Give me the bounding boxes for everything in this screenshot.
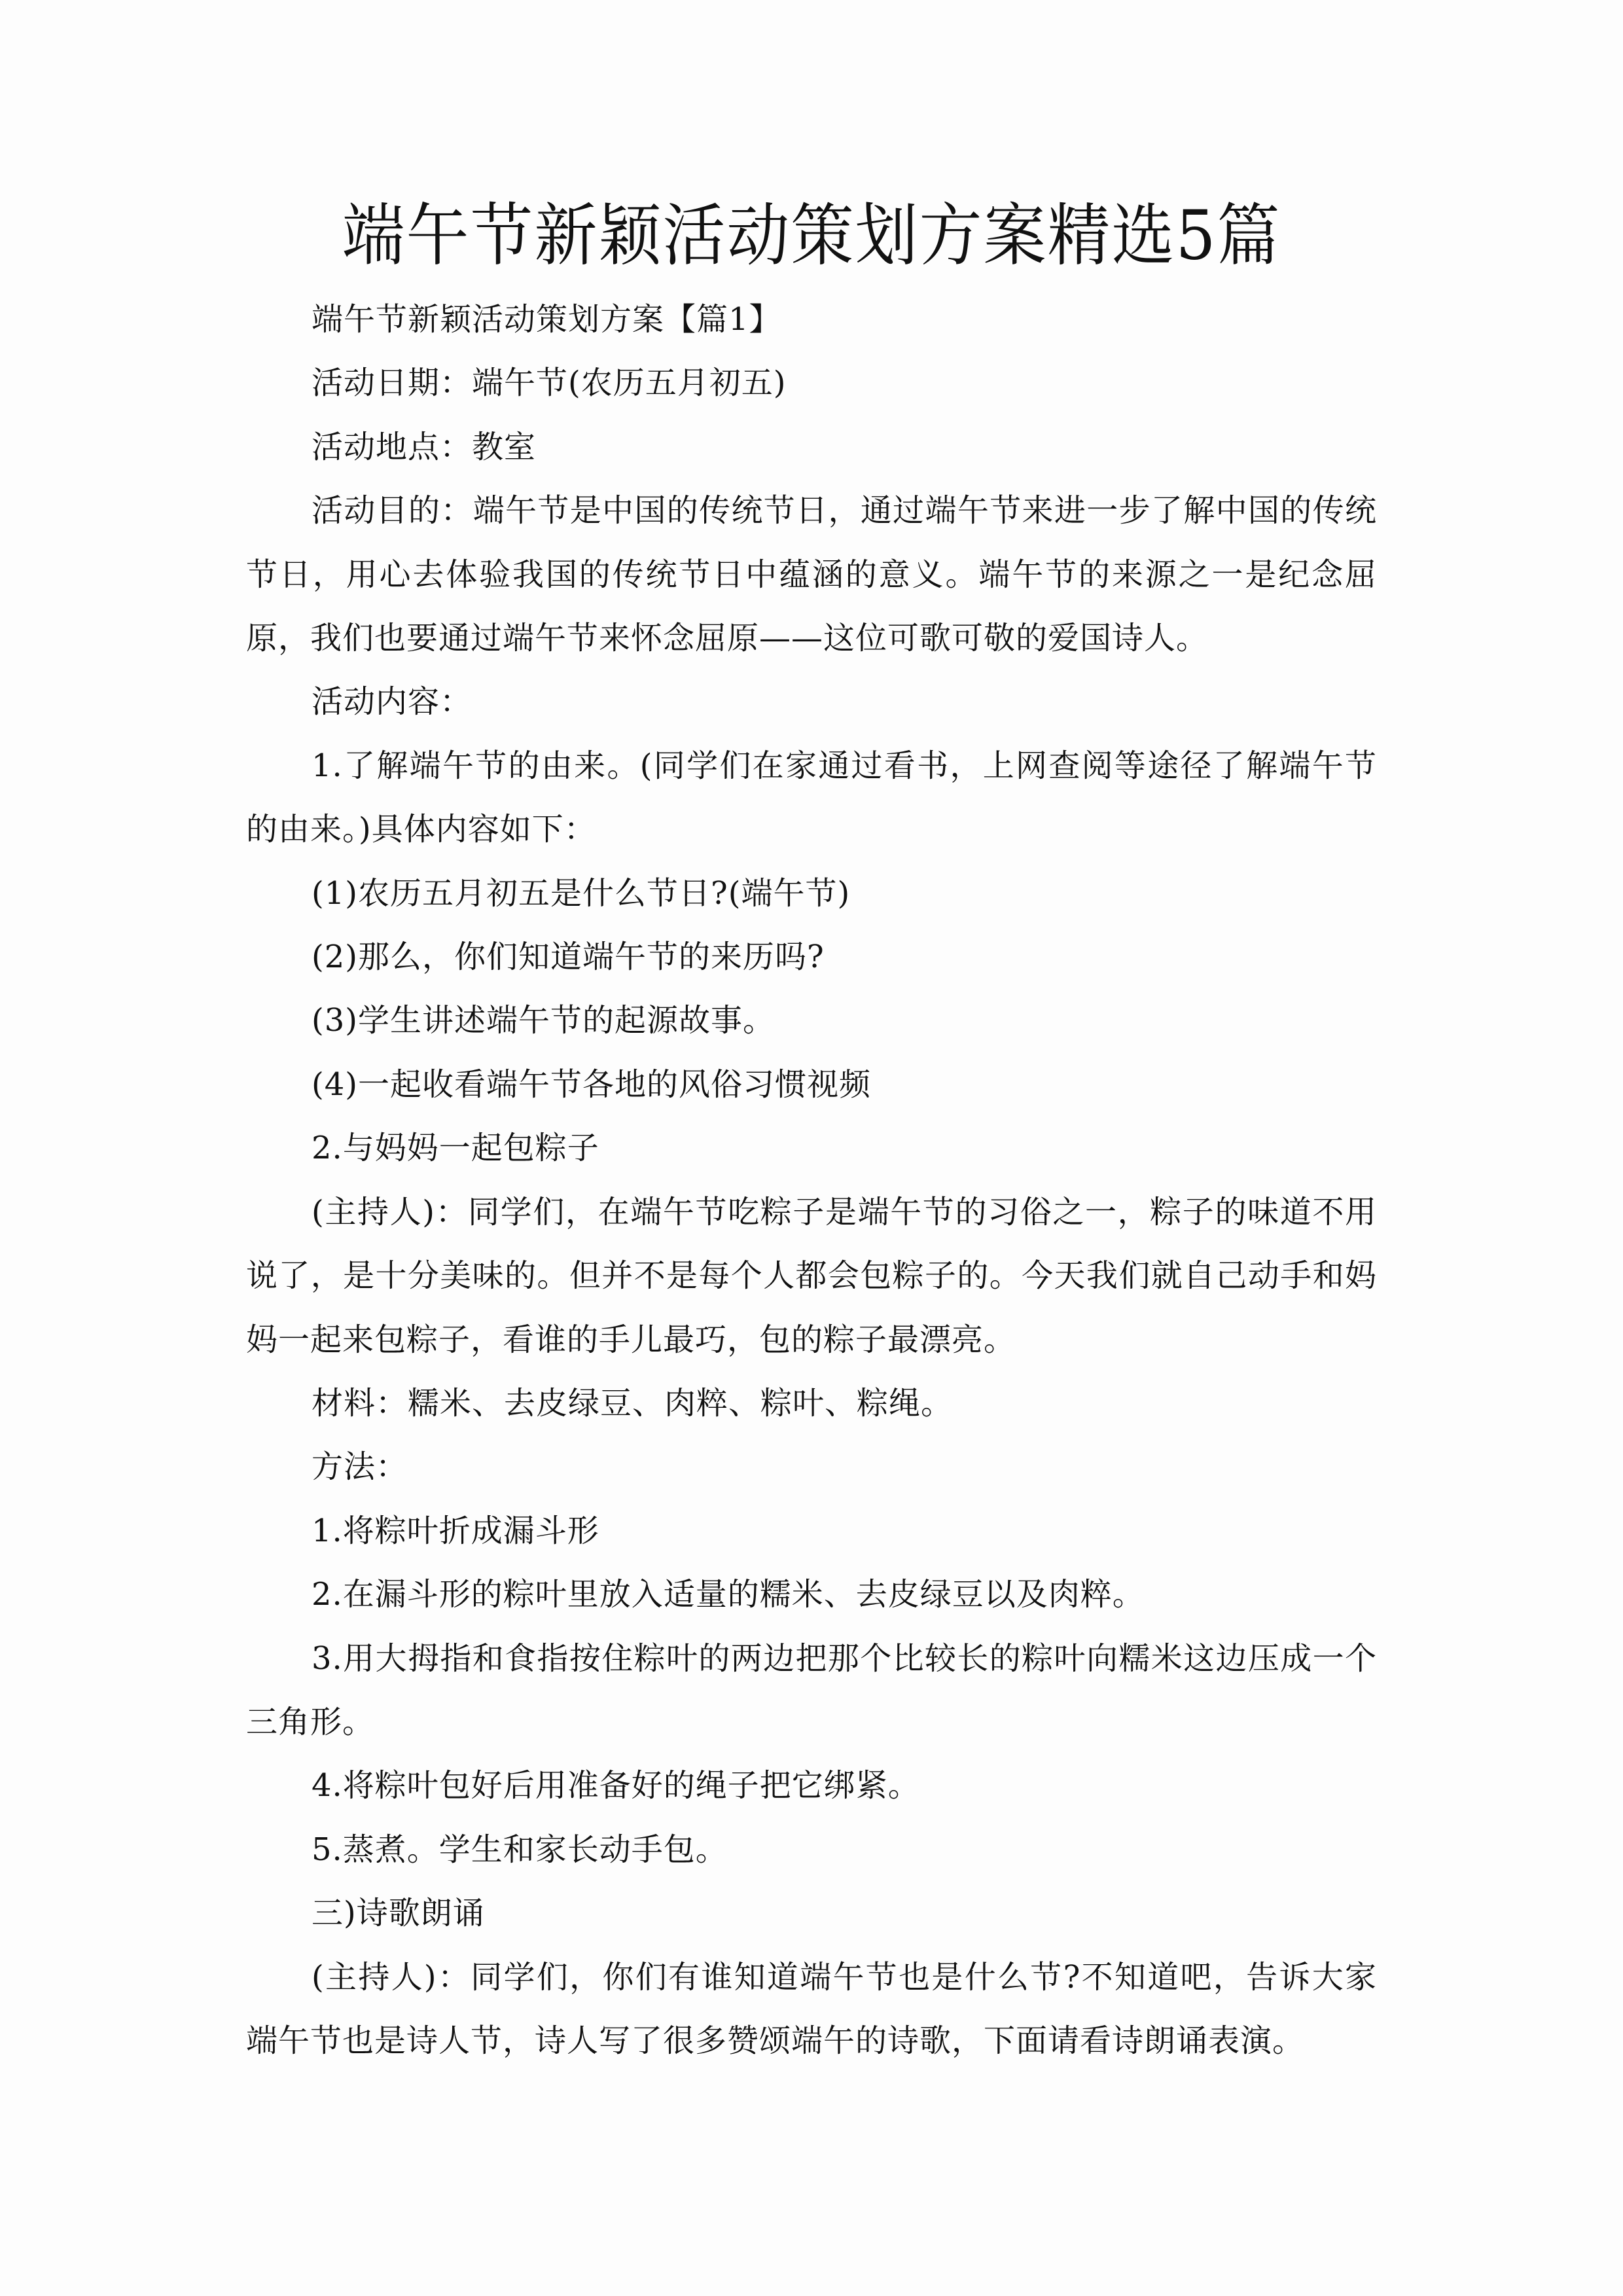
materials: 材料：糯米、去皮绿豆、肉粹、粽叶、粽绳。 xyxy=(312,1384,954,1422)
activity-date: 活动日期：端午节(农历五月初五) xyxy=(312,365,787,402)
content-item-1: 1.了解端午节的由来。(同学们在家通过看书，上网查阅等途径了解端午节的由来。)具体内容如下： xyxy=(246,747,1377,848)
sub-item-4: (4)一起收看端午节各地的风俗习惯视频 xyxy=(312,1066,871,1103)
sub-item-2: (2)那么，你们知道端午节的来历吗? xyxy=(312,939,825,976)
activity-content-heading: 活动内容： xyxy=(312,683,473,721)
method-step-4: 4.将粽叶包好后用准备好的绳子把它绑紧。 xyxy=(312,1767,920,1804)
method-step-3: 3.用大拇指和食指按住粽叶的两边把那个比较长的粽叶向糯米这边压成一个三角形。 xyxy=(246,1640,1377,1740)
method-step-5: 5.蒸煮。学生和家长动手包。 xyxy=(312,1831,728,1868)
section-heading: 端午节新颖活动策划方案【篇1】 xyxy=(312,301,781,338)
host-speech-zongzi: (主持人)：同学们，在端午节吃粽子是端午节的习俗之一，粽子的味道不用说了，是十分美味的。但并不是每个人都会包粽子的。今天我们就自己动手和妈妈一起来包粽子，看谁的手儿最巧，包的粽子最漂亮。 xyxy=(246,1193,1377,1358)
activity-purpose: 活动目的：端午节是中国的传统节日，通过端午节来进一步了解中国的传统节日，用心去体验我国的传统节日中蕴涵的意义。端午节的来源之一是纪念屈原，我们也要通过端午节来怀念屈原——这位可歌可敬的爱国诗人。 xyxy=(246,492,1377,657)
document-body xyxy=(246,288,1377,2073)
method-heading: 方法： xyxy=(312,1448,408,1486)
content-item-2: 2.与妈妈一起包粽子 xyxy=(312,1130,599,1167)
activity-location: 活动地点：教室 xyxy=(312,428,537,465)
method-step-1: 1.将粽叶折成漏斗形 xyxy=(312,1512,599,1549)
method-step-2: 2.在漏斗形的粽叶里放入适量的糯米、去皮绿豆以及肉粹。 xyxy=(312,1576,1145,1613)
host-speech-poetry: (主持人)：同学们，你们有谁知道端午节也是什么节?不知道吧，告诉大家端午节也是诗人节，诗人写了很多赞颂端午的诗歌，下面请看诗朗诵表演。 xyxy=(246,1958,1377,2059)
sub-item-3: (3)学生讲述端午节的起源故事。 xyxy=(312,1002,775,1039)
poetry-heading: 三)诗歌朗诵 xyxy=(312,1895,485,1932)
document-title: 端午节新颖活动策划方案精选5篇 xyxy=(342,196,1281,276)
sub-item-1: (1)农历五月初五是什么节日?(端午节) xyxy=(312,874,851,912)
